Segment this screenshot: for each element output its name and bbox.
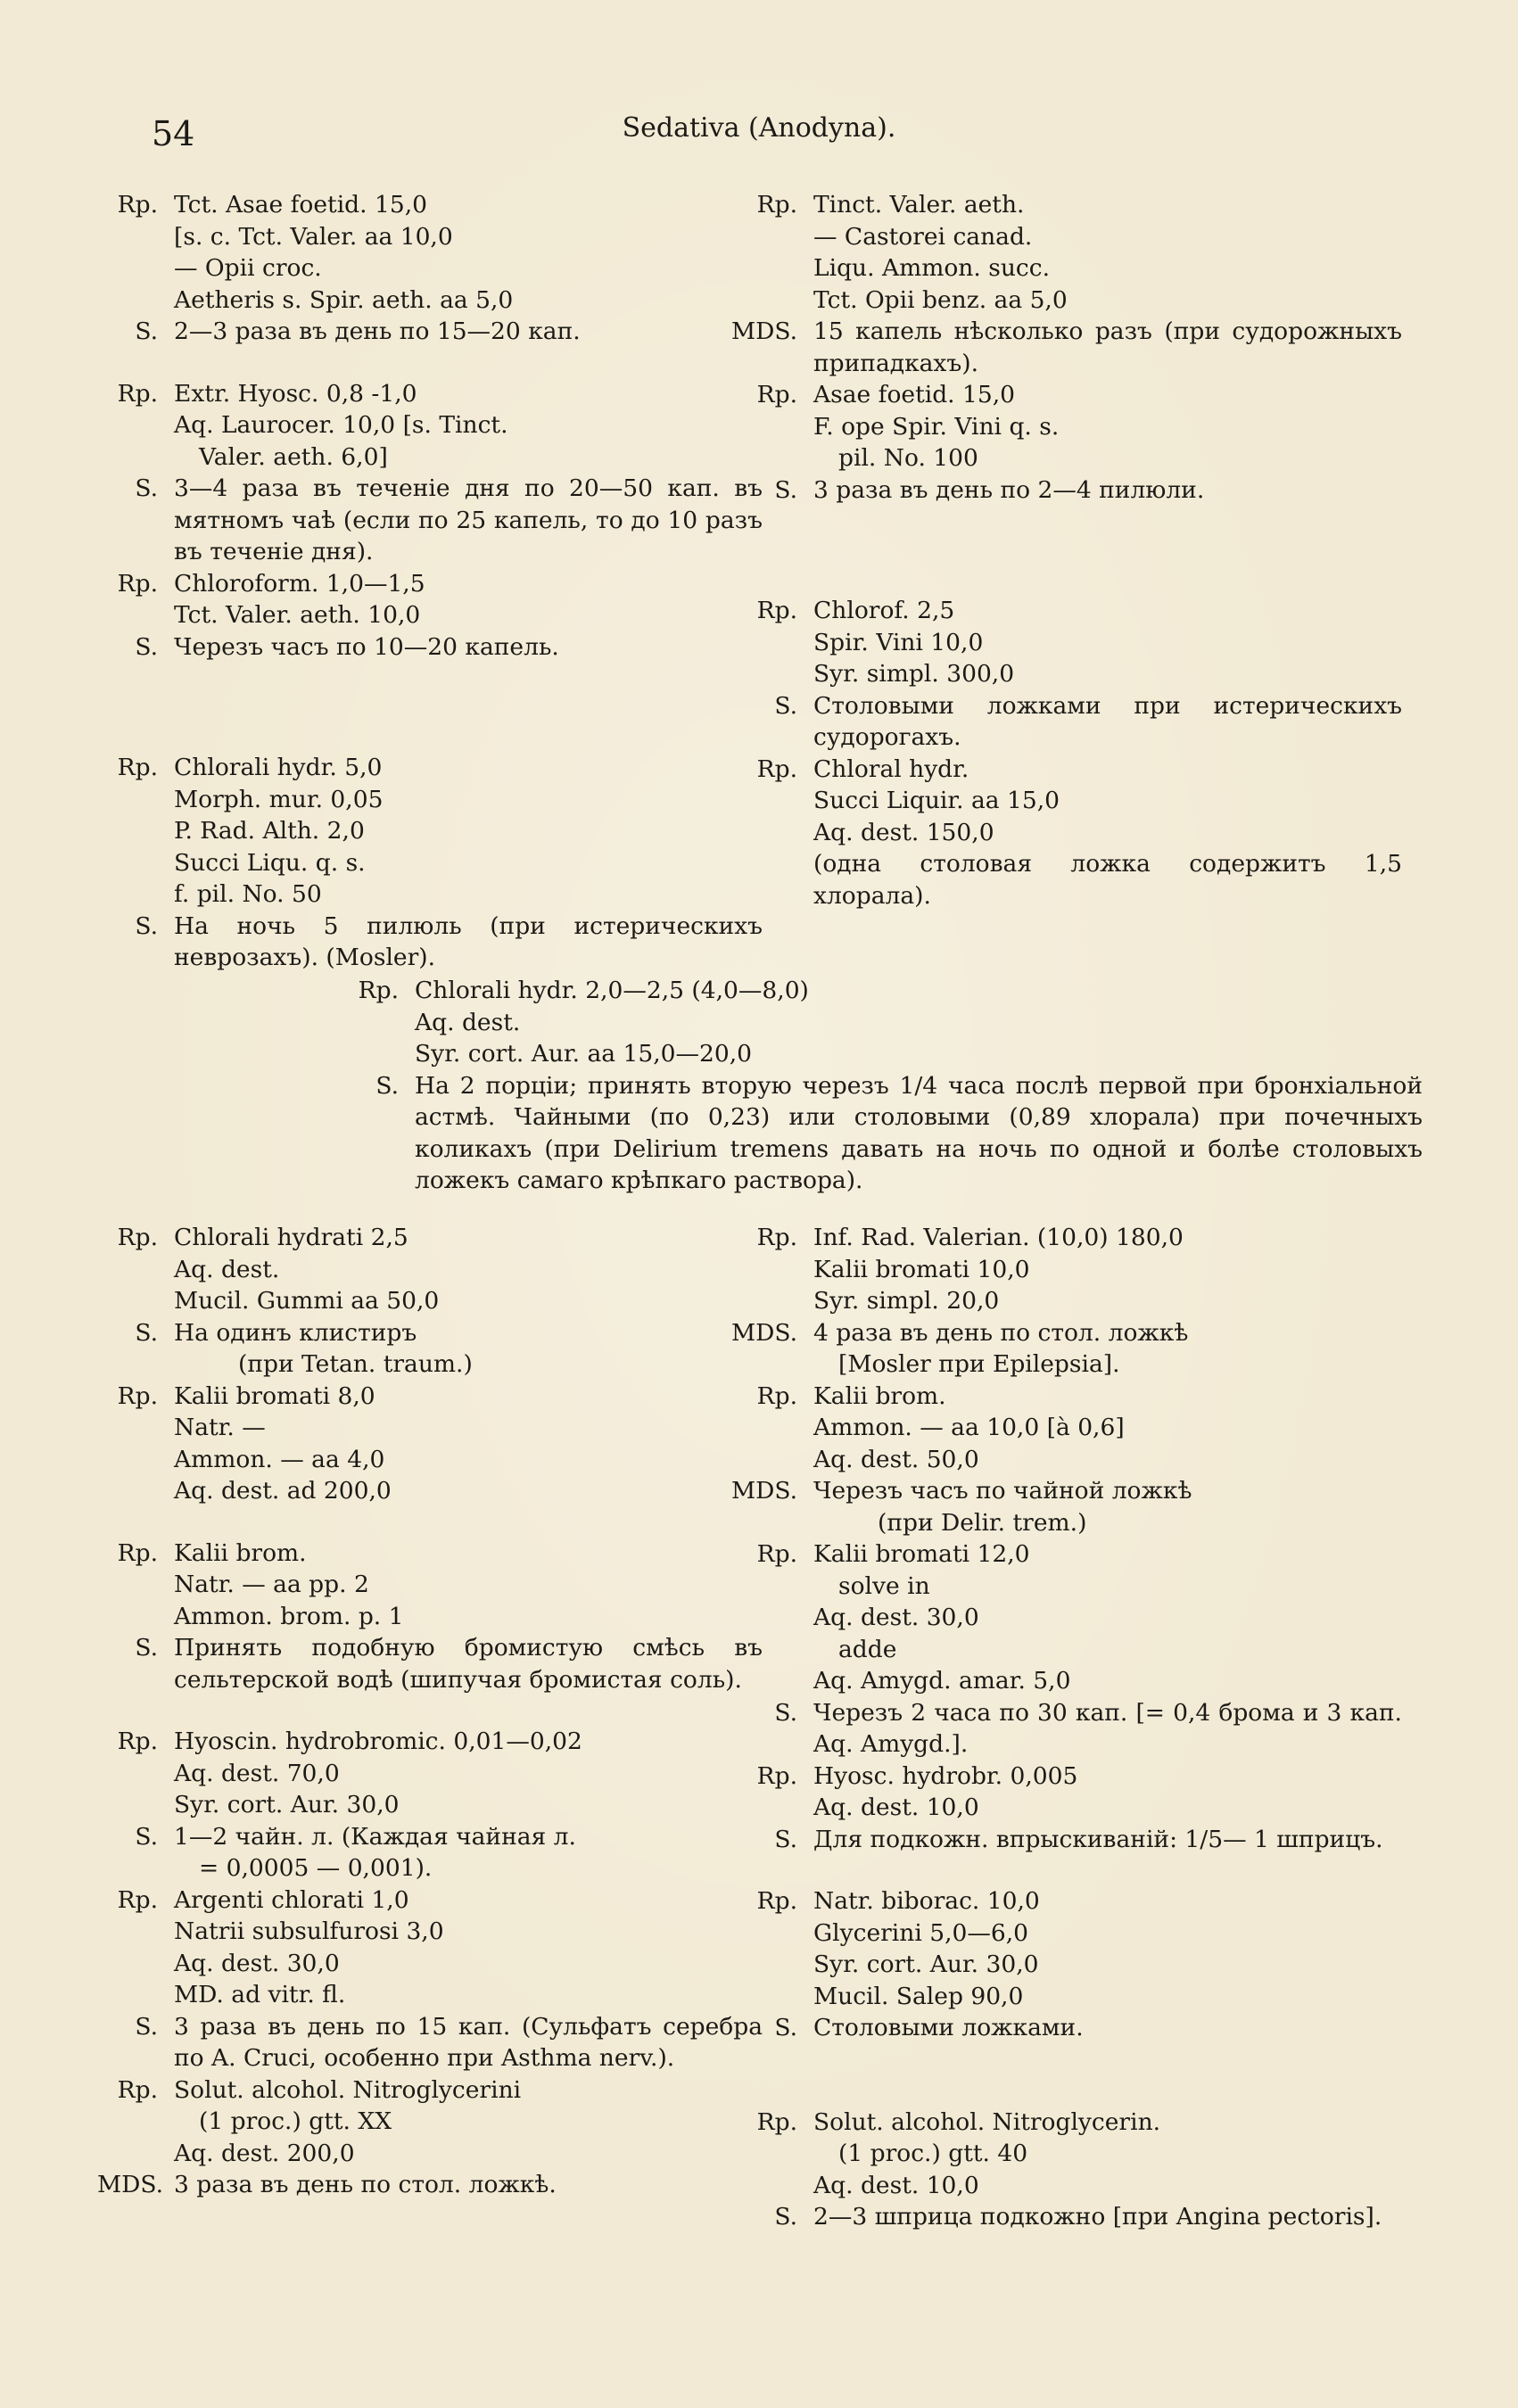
prescription-marker: S. xyxy=(774,2014,797,2041)
prescription-text: 3—4 раза въ теченіе дня по 20—50 кап. въ мятномъ чаѣ (если по 25 капель, то до 10 разъ въ теченіе дня). xyxy=(174,474,763,565)
prescription-line xyxy=(415,1007,1423,1039)
prescription-text: Столовыми ложками. xyxy=(813,2014,1084,2041)
prescription-text: Aq. dest. 50,0 xyxy=(813,1445,979,1473)
prescription-text: [Mosler при Epilepsia]. xyxy=(838,1350,1120,1378)
prescription-text: Aetheris s. Spir. aeth. aa 5,0 xyxy=(174,285,514,314)
prescription-line xyxy=(774,1824,1402,1856)
prescription-line xyxy=(730,1317,1402,1349)
prescription-text: 2—3 шприца подкожно [при Angina pectoris]. xyxy=(813,2203,1382,2231)
prescription-text: solve in xyxy=(838,1571,930,1600)
prescription-line xyxy=(135,911,763,974)
prescription-line xyxy=(756,1885,1402,1917)
prescription-text: Ammon. — aa 4,0 xyxy=(174,1445,385,1473)
prescription-marker: Rp. xyxy=(756,191,797,219)
prescription-line xyxy=(174,1348,763,1381)
prescription-text: 3 раза въ день по 15 кап. (Сульфатъ серебра по A. Cruci, особенно при Asthma nerv.). xyxy=(174,2012,763,2072)
prescription-text: Chlorali hydr. 2,0—2,5 (4,0—8,0) xyxy=(415,977,809,1004)
prescription-text: 4 раза въ день по стол. ложкѣ xyxy=(813,1318,1189,1347)
prescription-marker: Rp. xyxy=(756,1224,797,1251)
prescription-text: F. ope Spir. Vini q. s. xyxy=(813,412,1060,441)
prescription-text: Spir. Vini 10,0 xyxy=(813,628,984,656)
prescription-marker: Rp. xyxy=(358,977,399,1004)
prescription-text: Aq. dest. 30,0 xyxy=(813,1604,979,1631)
prescription-line xyxy=(774,2201,1402,2233)
prescription-line xyxy=(375,1070,1423,1197)
prescription-marker: Rp. xyxy=(756,381,797,408)
prescription-text: Aq. dest. xyxy=(174,1255,280,1283)
prescription-marker: Rp. xyxy=(756,1381,797,1410)
page-number: 54 xyxy=(152,114,195,153)
prescription-text: Inf. Rad. Valerian. (10,0) 180,0 xyxy=(813,1224,1184,1251)
prescription-line xyxy=(135,1632,763,1695)
prescription-text: [s. c. Tct. Valer. aa 10,0 xyxy=(174,222,453,251)
right-column xyxy=(730,189,1402,911)
prescription-line xyxy=(117,1381,763,1413)
prescription-text: Chlorali hydrati 2,5 xyxy=(174,1224,408,1251)
prescription-text: Mucil. Salep 90,0 xyxy=(813,1982,1024,2010)
prescription-line xyxy=(174,221,763,253)
prescription-line xyxy=(135,316,763,348)
prescription-line xyxy=(415,1038,1423,1070)
prescription-line xyxy=(756,1538,1402,1571)
spacer xyxy=(813,506,1402,595)
prescription-marker: MDS. xyxy=(97,2171,164,2198)
prescription-marker: Rp. xyxy=(117,2075,158,2104)
prescription-line xyxy=(174,1569,763,1601)
prescription-text: Valer. aeth. 6,0] xyxy=(199,442,388,471)
prescription-line xyxy=(358,975,1423,1007)
prescription-text: Kalii brom. xyxy=(813,1381,946,1410)
prescription-marker: Rp. xyxy=(756,597,797,624)
prescription-text: Chlorof. 2,5 xyxy=(813,597,955,624)
prescription-text: Aq. Laurocer. 10,0 [s. Tinct. xyxy=(174,411,508,439)
prescription-line xyxy=(774,2012,1402,2044)
prescription-text: Принять подобную бромистую смѣсь въ сельтерской водѣ (шипучая бромистая соль). xyxy=(174,1634,763,1694)
prescription-text: Столовыми ложками при истерическихъ судорогахъ. xyxy=(813,691,1402,751)
prescription-line xyxy=(174,2138,763,2170)
prescription-marker: S. xyxy=(135,632,158,661)
prescription-line xyxy=(756,2107,1402,2139)
prescription-text: На 2 порціи; принять вторую черезъ 1/4 часа послѣ первой при бронхіальной астмѣ. Чайными (по 0,23) или столовыми (0,89 хлорала) при почечныхъ коликахъ (при Delirium tremens давать на ночь по одной и болѣе столовыхъ ложекъ самаго крѣпкаго раствора). xyxy=(415,1071,1423,1194)
spacer xyxy=(174,1507,763,1538)
prescription-line xyxy=(756,189,1402,221)
prescription-line xyxy=(135,1821,763,1853)
prescription-text: Tinct. Valer. aeth. xyxy=(813,191,1025,219)
prescription-line xyxy=(174,1285,763,1317)
prescription-line xyxy=(730,316,1402,379)
prescription-line xyxy=(174,1601,763,1633)
prescription-text: 3 раза въ день по стол. ложкѣ. xyxy=(174,2171,557,2198)
prescription-marker: S. xyxy=(135,1822,158,1851)
prescription-text: Morph. mur. 0,05 xyxy=(174,785,384,813)
spacer xyxy=(174,348,763,378)
prescription-line xyxy=(135,1317,763,1349)
prescription-text: Tct. Asae foetid. 15,0 xyxy=(174,191,427,219)
prescription-line xyxy=(813,1444,1402,1476)
prescription-line xyxy=(174,409,763,441)
prescription-text: Glycerini 5,0—6,0 xyxy=(813,1918,1029,1947)
prescription-line xyxy=(813,411,1402,443)
prescription-marker: Rp. xyxy=(117,379,158,408)
prescription-line xyxy=(117,1726,763,1758)
prescription-line xyxy=(135,2011,763,2074)
prescription-text: Natr. — aa pp. 2 xyxy=(174,1571,369,1598)
prescription-line xyxy=(774,690,1402,754)
prescription-text: Aq. Amygd. amar. 5,0 xyxy=(813,1667,1071,1695)
prescription-line xyxy=(813,848,1402,911)
prescription-text: Argenti chlorati 1,0 xyxy=(174,1885,409,1914)
prescription-text: 1—2 чайн. л. (Каждая чайная л. xyxy=(174,1822,576,1851)
right-column-lower xyxy=(730,1222,1402,2233)
spacer xyxy=(174,1695,763,1726)
page-header xyxy=(0,105,1518,159)
prescription-text: На ночь 5 пилюль (при истерическихъ неврозахъ). (Mosler). xyxy=(174,911,763,971)
prescription-line xyxy=(174,441,763,474)
prescription-text: Chlorali hydr. 5,0 xyxy=(174,754,383,781)
prescription-line xyxy=(813,2170,1402,2202)
prescription-text: Natr. — xyxy=(174,1414,266,1441)
prescription-text: 3 раза въ день по 2—4 пилюли. xyxy=(813,475,1205,504)
prescription-marker: Rp. xyxy=(117,1381,158,1410)
prescription-text: Для подкожн. впрыскиваній: 1/5— 1 шприцъ. xyxy=(813,1825,1383,1853)
prescription-line xyxy=(756,1761,1402,1793)
prescription-marker: Rp. xyxy=(117,1885,158,1914)
prescription-text: Syr. cort. Aur. 30,0 xyxy=(174,1791,400,1818)
prescription-marker: S. xyxy=(774,2203,797,2231)
prescription-text: f. pil. No. 50 xyxy=(174,880,322,908)
prescription-line xyxy=(174,1852,763,1884)
prescription-marker: Rp. xyxy=(756,1887,797,1915)
prescription-marker: S. xyxy=(135,2012,158,2041)
prescription-line xyxy=(813,785,1402,817)
prescription-marker: S. xyxy=(135,317,158,345)
left-column-lower xyxy=(97,1222,763,2201)
prescription-marker: MDS. xyxy=(730,317,797,345)
prescription-line xyxy=(174,1444,763,1476)
prescription-marker: Rp. xyxy=(756,1761,797,1790)
prescription-line xyxy=(813,1634,1402,1666)
prescription-marker: Rp. xyxy=(117,569,158,598)
prescription-text: Tct. Valer. aeth. 10,0 xyxy=(174,601,421,629)
prescription-text: Черезъ часъ по 10—20 капель. xyxy=(174,632,559,661)
prescription-marker: S. xyxy=(135,1318,158,1347)
prescription-line xyxy=(117,2074,763,2107)
prescription-text: Черезъ 2 часа по 30 кап. [= 0,4 брома и 3 кап. Aq. Amygd.]. xyxy=(813,1698,1402,1758)
prescription-line xyxy=(174,847,763,879)
prescription-marker: S. xyxy=(774,475,797,504)
prescription-line xyxy=(774,1697,1402,1761)
prescription-line xyxy=(174,1475,763,1507)
prescription-text: pil. No. 100 xyxy=(838,444,978,472)
prescription-text: 15 капель нѣсколько разъ (при судорожныхъ припадкахъ). xyxy=(813,317,1402,377)
spacer xyxy=(813,2044,1402,2107)
prescription-line xyxy=(174,1948,763,1980)
prescription-line xyxy=(813,2138,1402,2170)
prescription-line xyxy=(117,1538,763,1570)
prescription-text: Solut. alcohol. Nitroglycerin. xyxy=(813,2107,1161,2136)
prescription-line xyxy=(117,752,763,784)
prescription-line xyxy=(174,285,763,317)
prescription-line xyxy=(813,221,1402,253)
prescription-line xyxy=(117,1884,763,1917)
prescription-marker: Rp. xyxy=(117,754,158,781)
prescription-text: Chloral hydr. xyxy=(813,755,969,783)
prescription-text: P. Rad. Alth. 2,0 xyxy=(174,817,365,845)
prescription-marker: Rp. xyxy=(756,1540,797,1568)
prescription-text: (при Tetan. traum.) xyxy=(238,1350,473,1378)
prescription-text: Natrii subsulfurosi 3,0 xyxy=(174,1917,444,1945)
prescription-text: (одна столовая ложка содержитъ 1,5 хлорала). xyxy=(813,850,1402,910)
prescription-line xyxy=(813,1917,1402,1950)
prescription-line xyxy=(813,442,1402,474)
prescription-text: Aq. dest. 10,0 xyxy=(813,2171,979,2199)
prescription-text: (1 proc.) gtt. XX xyxy=(199,2107,392,2135)
prescription-line xyxy=(813,1507,1402,1539)
prescription-text: (1 proc.) gtt. 40 xyxy=(838,2140,1028,2167)
prescription-text: Hyosc. hydrobr. 0,005 xyxy=(813,1761,1078,1790)
prescription-line xyxy=(813,817,1402,849)
prescription-text: На одинъ клистиръ xyxy=(174,1318,417,1347)
prescription-text: Syr. cort. Aur. aa 15,0—20,0 xyxy=(415,1040,753,1068)
prescription-line xyxy=(774,474,1402,507)
prescription-marker: Rp. xyxy=(756,2107,797,2136)
prescription-text: Aq. dest. 150,0 xyxy=(813,818,994,846)
prescription-marker: Rp. xyxy=(117,1728,158,1755)
prescription-line xyxy=(117,189,763,221)
prescription-text: Asae foetid. 15,0 xyxy=(813,381,1016,408)
prescription-text: Syr. simpl. 300,0 xyxy=(813,660,1015,688)
prescription-text: Succi Liquir. aa 15,0 xyxy=(813,787,1060,814)
prescription-line xyxy=(813,1792,1402,1824)
prescription-text: Aq. dest. ad 200,0 xyxy=(174,1477,392,1505)
prescription-line xyxy=(813,658,1402,690)
running-title: Sedativa (Anodyna). xyxy=(622,112,896,144)
prescription-text: adde xyxy=(838,1635,897,1663)
prescription-text: Syr. simpl. 20,0 xyxy=(813,1287,1000,1315)
prescription-text: = 0,0005 — 0,001). xyxy=(199,1854,433,1882)
prescription-line xyxy=(174,1254,763,1286)
prescription-line xyxy=(174,1979,763,2011)
prescription-marker: S. xyxy=(375,1071,399,1100)
prescription-marker: MDS. xyxy=(730,1477,797,1505)
prescription-marker: S. xyxy=(135,1634,158,1662)
prescription-marker: S. xyxy=(135,474,158,502)
prescription-line xyxy=(174,2106,763,2138)
prescription-text: Kalii bromati 8,0 xyxy=(174,1381,375,1410)
prescription-marker: S. xyxy=(774,1698,797,1727)
prescription-marker: Rp. xyxy=(756,755,797,783)
prescription-line xyxy=(135,473,763,568)
prescription-line xyxy=(813,1949,1402,1981)
prescription-line xyxy=(174,1412,763,1444)
prescription-text: 2—3 раза въ день по 15—20 кап. xyxy=(174,317,581,345)
prescription-line xyxy=(174,599,763,631)
prescription-text: Aq. dest. 200,0 xyxy=(174,2139,355,2167)
prescription-line xyxy=(756,1222,1402,1254)
prescription-line xyxy=(730,1475,1402,1507)
prescription-text: MD. ad vitr. fl. xyxy=(174,1981,346,2008)
prescription-line xyxy=(813,285,1402,317)
prescription-line xyxy=(756,595,1402,627)
prescription-line xyxy=(756,754,1402,786)
spacer xyxy=(174,663,763,752)
prescription-text: Черезъ часъ по чайной ложкѣ xyxy=(813,1477,1192,1505)
prescription-line xyxy=(813,1602,1402,1634)
prescription-line xyxy=(813,1665,1402,1697)
prescription-line xyxy=(813,252,1402,285)
prescription-line xyxy=(813,1285,1402,1317)
prescription-text: Ammon. brom. p. 1 xyxy=(174,1602,404,1630)
prescription-line xyxy=(813,1981,1402,2013)
prescription-line xyxy=(174,784,763,816)
prescription-line xyxy=(174,1916,763,1948)
prescription-line xyxy=(174,878,763,911)
prescription-marker: Rp. xyxy=(117,1538,158,1567)
prescription-line xyxy=(174,252,763,285)
prescription-marker: Rp. xyxy=(117,1224,158,1251)
prescription-text: Solut. alcohol. Nitroglycerini xyxy=(174,2075,522,2104)
prescription-marker: S. xyxy=(135,911,158,940)
prescription-text: — Castorei canad. xyxy=(813,222,1033,251)
prescription-text: Tct. Opii benz. aa 5,0 xyxy=(813,285,1068,314)
prescription-text: Aq. dest. xyxy=(415,1008,521,1036)
prescription-text: Syr. cort. Aur. 30,0 xyxy=(813,1950,1039,1978)
prescription-text: Aq. dest. 70,0 xyxy=(174,1759,340,1787)
prescription-text: Chloroform. 1,0—1,5 xyxy=(174,569,425,598)
prescription-line xyxy=(756,379,1402,411)
prescription-text: Aq. dest. 10,0 xyxy=(813,1794,979,1821)
prescription-text: — Opii croc. xyxy=(174,254,322,282)
prescription-marker: S. xyxy=(774,691,797,720)
left-column xyxy=(117,189,763,974)
prescription-line xyxy=(97,2169,763,2201)
prescription-marker: S. xyxy=(774,1825,797,1853)
prescription-text: Kalii brom. xyxy=(174,1538,307,1567)
prescription-marker: Rp. xyxy=(117,191,158,219)
prescription-line xyxy=(174,1789,763,1821)
prescription-text: Succi Liqu. q. s. xyxy=(174,848,366,877)
prescription-line xyxy=(813,1412,1402,1444)
prescription-line xyxy=(174,1758,763,1790)
prescription-text: Liqu. Ammon. succ. xyxy=(813,254,1050,282)
prescription-text: Mucil. Gummi aa 50,0 xyxy=(174,1287,440,1315)
center-prescription-block xyxy=(358,975,1423,1197)
prescription-text: Extr. Hyosc. 0,8 -1,0 xyxy=(174,379,417,408)
prescription-line xyxy=(117,378,763,410)
prescription-line xyxy=(117,568,763,600)
prescription-text: Kalii bromati 12,0 xyxy=(813,1540,1030,1568)
prescription-marker: MDS. xyxy=(730,1318,797,1347)
prescription-line xyxy=(813,627,1402,659)
prescription-line xyxy=(813,1254,1402,1286)
prescription-text: Ammon. — aa 10,0 [à 0,6] xyxy=(813,1414,1125,1441)
prescription-text: Kalii bromati 10,0 xyxy=(813,1255,1030,1283)
prescription-text: (при Delir. trem.) xyxy=(878,1508,1087,1537)
prescription-line xyxy=(813,1571,1402,1603)
prescription-text: Aq. dest. 30,0 xyxy=(174,1949,340,1977)
prescription-line xyxy=(756,1381,1402,1413)
prescription-line xyxy=(174,815,763,847)
prescription-text: Natr. biborac. 10,0 xyxy=(813,1887,1040,1915)
prescription-line xyxy=(135,631,763,664)
prescription-line xyxy=(813,1348,1402,1381)
prescription-text: Hyoscin. hydrobromic. 0,01—0,02 xyxy=(174,1728,582,1755)
spacer xyxy=(813,1855,1402,1885)
prescription-line xyxy=(117,1222,763,1254)
